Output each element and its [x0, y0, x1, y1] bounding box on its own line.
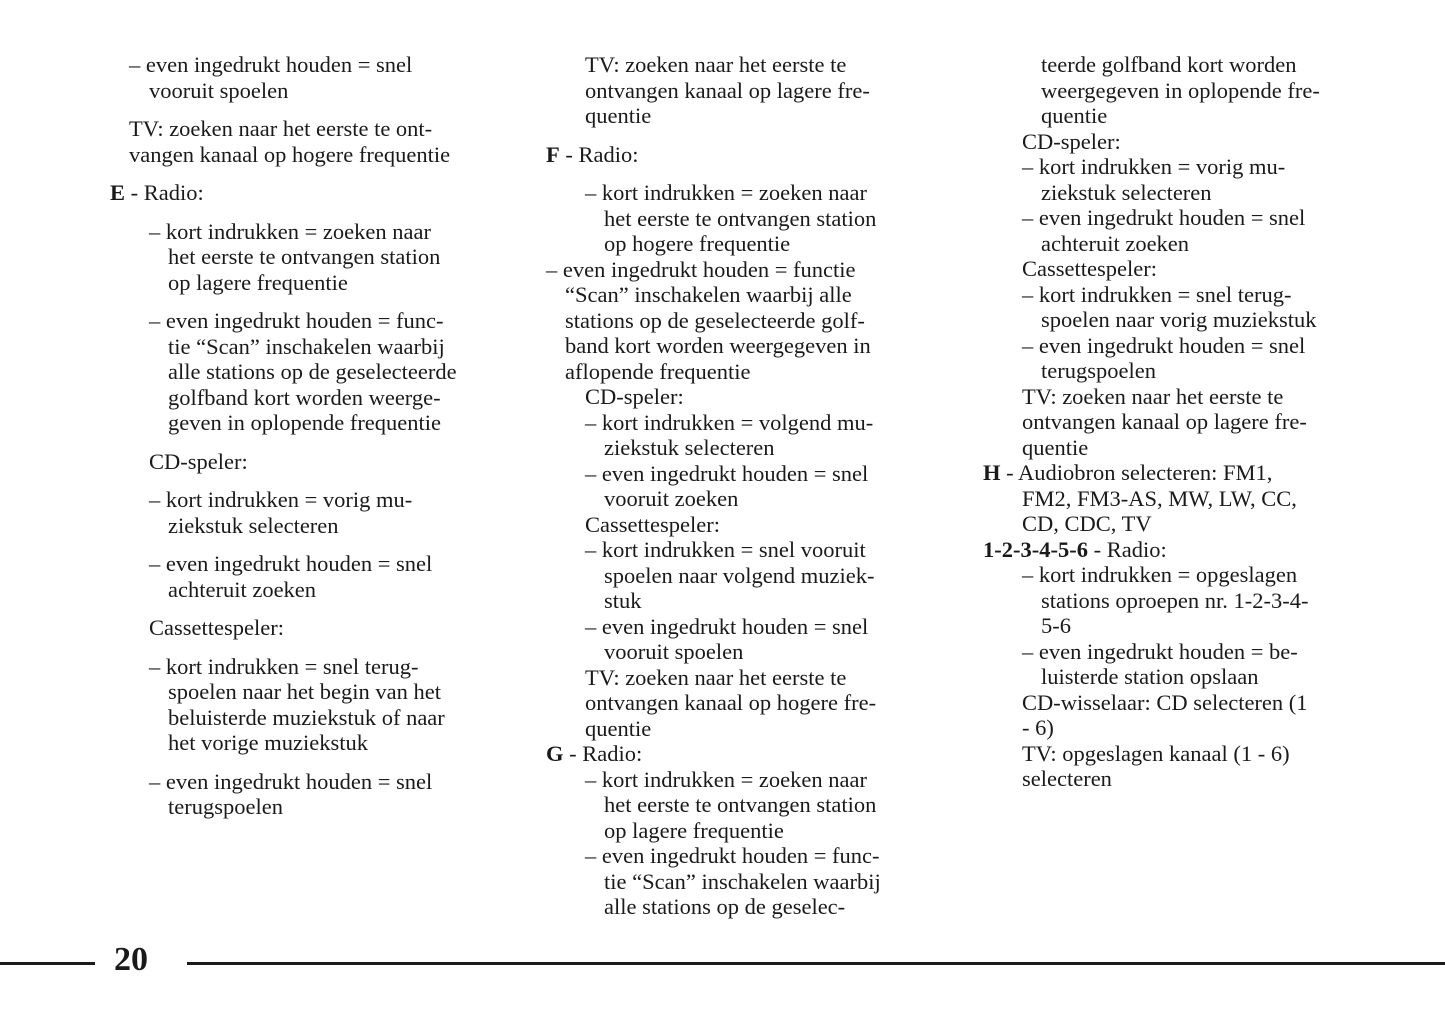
text-line [110, 116, 490, 142]
line-text: – even ingedrukt houden = snel [585, 460, 869, 486]
line-text: spoelen naar volgend muziek- [604, 562, 875, 588]
line-text: het vorige muziekstuk [168, 730, 368, 755]
text-line [546, 869, 926, 895]
line-text: ontvangen kanaal op lagere fre- [1022, 409, 1307, 434]
text-line [546, 512, 926, 538]
text-line [546, 206, 926, 232]
text-line [983, 690, 1363, 716]
text-line [546, 690, 926, 716]
line-text: selecteren [1022, 766, 1112, 791]
text-line [983, 435, 1363, 461]
line-text: vangen kanaal op hogere frequentie [129, 141, 451, 167]
line-text: achteruit zoeken [1041, 230, 1190, 256]
line-text: vooruit spoelen [604, 639, 744, 664]
text-line [546, 843, 926, 869]
button-key-label: H [983, 460, 1001, 485]
text-line [546, 435, 926, 461]
line-text: TV: zoeken naar het eerste te [1022, 383, 1284, 409]
line-text: op hogere frequentie [604, 231, 791, 256]
text-line [110, 78, 490, 104]
line-text: – even ingedrukt houden = snel [1022, 205, 1306, 230]
text-line [546, 308, 926, 334]
line-text: – even ingedrukt houden = snel [585, 613, 869, 639]
line-text: Cassettespeler: [149, 615, 284, 640]
line-text: TV: zoeken naar het eerste te ont- [129, 116, 433, 141]
button-key-label: 1-2-3-4-5-6 [983, 536, 1088, 562]
text-line [110, 142, 490, 168]
text-line [110, 730, 490, 756]
line-text: quentie [585, 715, 652, 741]
line-text: CD-wisselaar: CD selecteren (1 [1022, 689, 1308, 715]
text-line [983, 129, 1363, 155]
line-text: - 6) [1022, 715, 1054, 740]
line-text: - Radio: [559, 141, 639, 167]
text-line [110, 679, 490, 705]
button-key-label: E [110, 180, 126, 205]
text-line [546, 588, 926, 614]
text-column-2 [546, 52, 926, 920]
section-heading-line [110, 180, 490, 206]
text-line [983, 664, 1363, 690]
text-line [110, 449, 490, 475]
footer-rule-left [0, 962, 95, 965]
section-heading-line [983, 460, 1363, 486]
text-line [110, 52, 490, 78]
text-line [983, 613, 1363, 639]
text-line [546, 818, 926, 844]
line-text: – even ingedrukt houden = snel [129, 52, 413, 77]
line-text: quentie [1041, 103, 1108, 128]
text-line [546, 639, 926, 665]
text-column-3 [983, 52, 1363, 792]
text-line [546, 461, 926, 487]
line-text: - Radio: [1087, 536, 1167, 562]
line-text: ziekstuk selecteren [168, 512, 339, 538]
text-line [110, 577, 490, 603]
line-text: tie “Scan” inschakelen waarbij [604, 868, 881, 894]
line-text: Cassettespeler: [1022, 256, 1157, 281]
line-text: weergegeven in oplopende fre- [1041, 77, 1320, 103]
text-line [110, 385, 490, 411]
text-line [110, 615, 490, 641]
line-text: – even ingedrukt houden = snel [1022, 332, 1306, 358]
text-line [983, 180, 1363, 206]
line-text: terugspoelen [168, 794, 283, 819]
text-line [110, 359, 490, 385]
line-text: spoelen naar het begin van het [168, 679, 442, 704]
text-line [110, 487, 490, 513]
line-text: geven in oplopende frequentie [168, 410, 442, 435]
text-line [110, 334, 490, 360]
text-line [983, 486, 1363, 512]
line-text: TV: zoeken naar het eerste te [585, 664, 847, 690]
text-line [110, 270, 490, 296]
text-line [546, 103, 926, 129]
line-text: – kort indrukken = zoeken naar [585, 766, 867, 792]
text-line [110, 654, 490, 680]
text-line [546, 384, 926, 410]
line-text: – even ingedrukt houden = snel [149, 551, 433, 576]
text-line [983, 282, 1363, 308]
line-text: “Scan” inschakelen waarbij alle [565, 282, 852, 307]
text-line [110, 308, 490, 334]
text-line [546, 410, 926, 436]
line-text: beluisterde muziekstuk of naar [168, 704, 445, 730]
line-text: aflopende frequentie [565, 358, 751, 384]
text-line [983, 103, 1363, 129]
line-text: – even ingedrukt houden = be- [1022, 638, 1298, 664]
line-text: - Radio: [563, 741, 643, 766]
text-line [546, 767, 926, 793]
line-text: spoelen naar vorig muziekstuk [1041, 307, 1317, 332]
text-line [546, 180, 926, 206]
line-text: ziekstuk selecteren [1041, 179, 1212, 205]
line-text: – kort indrukken = snel terug- [1022, 281, 1292, 307]
text-line [983, 358, 1363, 384]
line-text: TV: zoeken naar het eerste te [585, 52, 847, 77]
text-line [983, 715, 1363, 741]
line-text: – kort indrukken = opgeslagen [1022, 562, 1298, 587]
text-line [546, 282, 926, 308]
line-text: – kort indrukken = zoeken naar [585, 180, 867, 205]
text-line [983, 78, 1363, 104]
line-text: – even ingedrukt houden = func- [585, 843, 880, 868]
text-line [546, 486, 926, 512]
line-text: tie “Scan” inschakelen waarbij [168, 333, 445, 359]
line-text: stuk [604, 588, 642, 613]
text-line [983, 52, 1363, 78]
line-text: – kort indrukken = zoeken naar [149, 218, 431, 244]
line-text: – even ingedrukt houden = functie [546, 256, 856, 282]
text-line [110, 513, 490, 539]
text-line [983, 256, 1363, 282]
text-line [110, 551, 490, 577]
line-text: – kort indrukken = snel terug- [149, 653, 419, 679]
text-line [983, 333, 1363, 359]
line-text: CD-speler: [585, 384, 684, 409]
text-line [546, 52, 926, 78]
line-text: vooruit spoelen [149, 77, 289, 103]
line-text: – kort indrukken = vorig mu- [149, 487, 413, 512]
line-text: golfband kort worden weerge- [168, 384, 441, 410]
text-line [983, 588, 1363, 614]
text-line [110, 769, 490, 795]
text-line [983, 307, 1363, 333]
line-text: quentie [585, 103, 652, 128]
text-line [983, 409, 1363, 435]
line-text: FM2, FM3-AS, MW, LW, CC, [1022, 485, 1297, 511]
text-line [546, 231, 926, 257]
text-line [546, 665, 926, 691]
line-text: ziekstuk selecteren [604, 435, 775, 460]
line-text: quentie [1022, 434, 1089, 460]
page-number: 20 [114, 941, 148, 978]
line-text: ontvangen kanaal op hogere fre- [585, 690, 877, 715]
line-text: stations oproepen nr. 1-2-3-4- [1041, 587, 1309, 613]
footer-rule-right [187, 962, 1445, 965]
line-text: op lagere frequentie [604, 817, 784, 843]
line-text: het eerste te ontvangen station [604, 792, 877, 817]
line-text: – kort indrukken = volgend mu- [585, 409, 874, 435]
section-heading-line [546, 142, 926, 168]
text-line [983, 766, 1363, 792]
line-text: terugspoelen [1041, 358, 1156, 383]
line-text: – kort indrukken = snel vooruit [585, 537, 866, 562]
text-line [110, 410, 490, 436]
line-text: – even ingedrukt houden = func- [149, 308, 444, 333]
text-line [546, 333, 926, 359]
text-line [983, 205, 1363, 231]
text-line [546, 537, 926, 563]
text-line [983, 741, 1363, 767]
line-text: het eerste te ontvangen station [604, 205, 877, 231]
line-text: TV: opgeslagen kanaal (1 - 6) [1022, 740, 1290, 766]
text-line [983, 639, 1363, 665]
line-text: CD-speler: [1022, 128, 1121, 154]
text-line [110, 705, 490, 731]
line-text: achteruit zoeken [168, 576, 317, 602]
section-heading-line [546, 741, 926, 767]
text-line [546, 716, 926, 742]
line-text: – even ingedrukt houden = snel [149, 768, 433, 794]
button-key-label: G [546, 741, 564, 766]
text-line [546, 792, 926, 818]
line-text: - Radio: [125, 180, 204, 205]
text-column-1 [110, 52, 490, 820]
line-text: CD, CDC, TV [1022, 511, 1152, 536]
text-line [546, 257, 926, 283]
line-text: alle stations op de geselecteerde [168, 359, 457, 384]
text-line [983, 562, 1363, 588]
line-text: alle stations op de geselec- [604, 894, 846, 919]
text-line [546, 894, 926, 920]
text-line [546, 563, 926, 589]
line-text: - Audiobron selecteren: FM1, [1000, 460, 1273, 485]
line-text: vooruit zoeken [604, 486, 739, 511]
button-key-label: F [546, 141, 560, 167]
text-line [546, 359, 926, 385]
line-text: 5-6 [1041, 613, 1071, 638]
line-text: stations op de geselecteerde golf- [565, 307, 865, 333]
text-line [983, 384, 1363, 410]
text-line [983, 511, 1363, 537]
text-line [110, 219, 490, 245]
text-line [983, 231, 1363, 257]
text-line [546, 614, 926, 640]
line-text: Cassettespeler: [585, 511, 720, 537]
line-text: luisterde station opslaan [1041, 664, 1259, 689]
line-text: op lagere frequentie [168, 269, 348, 295]
text-line [110, 794, 490, 820]
text-line [110, 244, 490, 270]
line-text: band kort worden weergegeven in [565, 333, 871, 358]
line-text: teerde golfband kort worden [1041, 52, 1297, 77]
line-text: ontvangen kanaal op lagere fre- [585, 77, 870, 103]
text-line [546, 78, 926, 104]
line-text: – kort indrukken = vorig mu- [1022, 154, 1286, 179]
line-text: het eerste te ontvangen station [168, 244, 441, 269]
line-text: CD-speler: [149, 448, 248, 474]
text-line [983, 154, 1363, 180]
section-heading-line [983, 537, 1363, 563]
